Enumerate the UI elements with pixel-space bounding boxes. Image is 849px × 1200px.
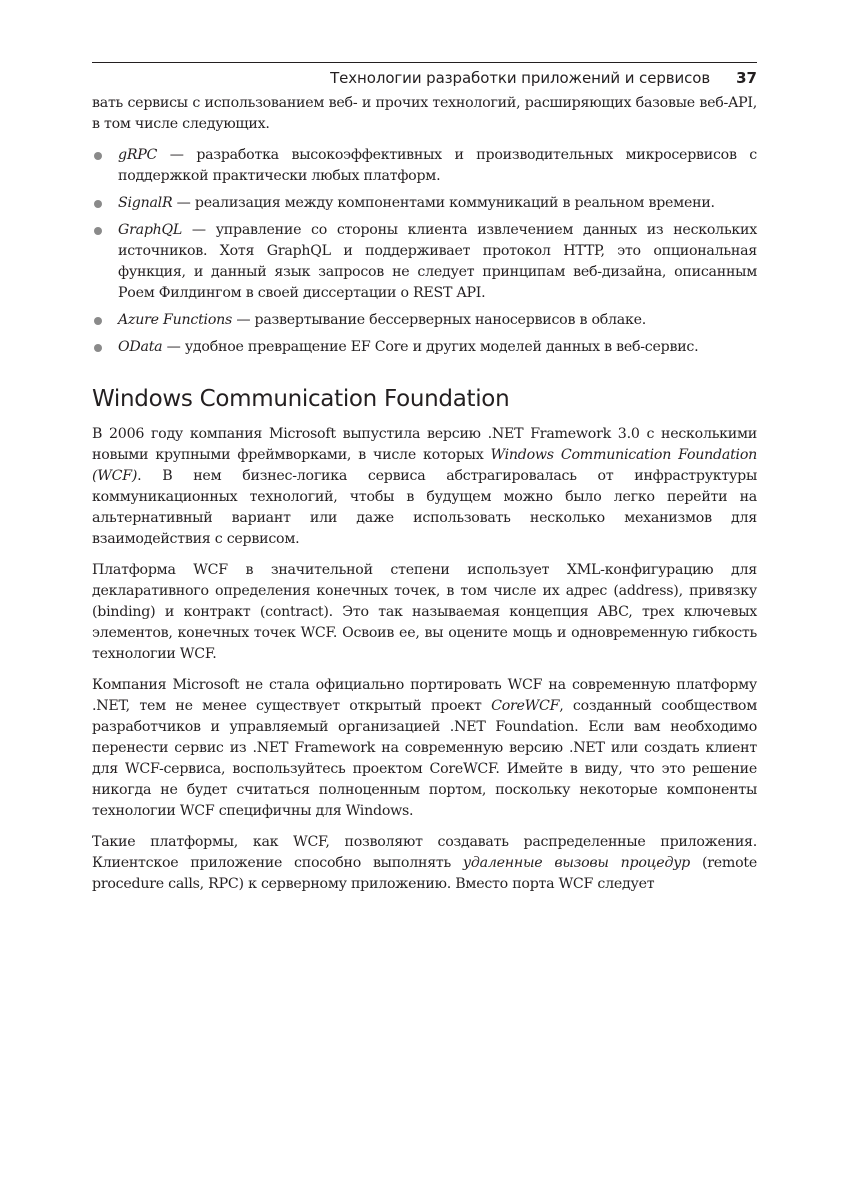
list-item (92, 145, 757, 187)
bullet-icon (94, 152, 102, 160)
bullet-icon (94, 344, 102, 352)
list-item (92, 220, 757, 304)
page-number: 37 (736, 69, 757, 87)
paragraph-text: , созданный сообществом разработчиков и управляемый организацией .NET Foundation. Если вам необходимо перенести сервис из .NET Framework на современную версию .NET или создать клиент для WCF-сервиса, воспользуйтесь проектом CoreWCF. Имейте в виду, что это решение никогда не будет считаться полноценным портом, поскольку некоторые компоненты технологии WCF специфичны для Windows. (92, 698, 757, 819)
paragraph-text: Компания Microsoft не стала официально портировать WCF на современную платформу .NET, тем не менее существует открытый проект (92, 677, 757, 714)
paragraph-text: В 2006 году компания Microsoft выпустила версию .NET Framework 3.0 с несколькими новыми крупными фреймворками, в числе которых (92, 426, 757, 463)
list-item (92, 310, 757, 331)
paragraph-corewcf (92, 675, 757, 822)
list-item-desc: — разработка высокоэффективных и производительных микросервисов с поддержкой практически любых платформ. (118, 147, 757, 184)
list-item-desc: — удобное превращение EF Core и других моделей данных в веб-сервис. (162, 339, 699, 355)
emphasis-term: удаленные вызовы процедур (462, 855, 691, 871)
list-item (92, 337, 757, 358)
list-item-term: SignalR (118, 195, 173, 211)
paragraph-text: Такие платформы, как WCF, позволяют создавать распределенные приложения. Клиентское приложение способно выполнять (92, 834, 757, 871)
bullet-icon (94, 200, 102, 208)
paragraph-text: (remote procedure calls, RPC) к серверному приложению. Вместо порта WCF следует (92, 855, 757, 892)
list-item-term: GraphQL (118, 222, 183, 238)
list-item-term: Azure Functions (118, 312, 233, 328)
list-item-desc: — реализация между компонентами коммуникаций в реальном времени. (172, 195, 715, 211)
paragraph-wcf-intro (92, 424, 757, 550)
book-page (92, 62, 757, 905)
paragraph-rpc (92, 832, 757, 895)
intro-paragraph: вать сервисы с использованием веб- и прочих технологий, расширяющих базовые веб-API, в том числе следующих. (92, 95, 757, 132)
paragraph-text: . В нем бизнес-логика сервиса абстрагировалась от инфраструктуры коммуникационных технологий, чтобы в будущем можно было легко перейти на альтернативный вариант или даже использовать несколько механизмов для взаимодействия с сервисом. (92, 468, 757, 547)
emphasis-term: CoreWCF (491, 698, 560, 714)
list-item-term: OData (118, 339, 163, 355)
paragraph-wcf-config: Платформа WCF в значительной степени использует XML-конфигурацию для декларативного определения конечных точек, в том числе их адрес (address), привязку (binding) и контракт (contract). Это так называемая концепция ABC, трех ключевых элементов, конечных точек WCF. Освоив ее, вы оцените мощь и одновременную гибкость технологии WCF. (92, 562, 757, 662)
running-title: Технологии разработки приложений и сервисов (330, 69, 711, 87)
section-title: Windows Communication Foundation (92, 386, 510, 412)
list-item-desc: — управление со стороны клиента извлечением данных из нескольких источников. Хотя GraphQL и поддерживает протокол HTTP, это опциональная функция, и данный язык запросов не следует принципам веб-дизайна, описанным Роем Филдингом в своей диссертации о REST API. (118, 222, 757, 301)
running-head (92, 69, 757, 93)
feature-list (92, 145, 757, 358)
bullet-icon (94, 227, 102, 235)
bullet-icon (94, 317, 102, 325)
header-rule (92, 62, 757, 63)
list-item-desc: — развертывание бессерверных наносервисов в облаке. (232, 312, 647, 328)
list-item-term: gRPC (118, 147, 158, 163)
emphasis-term: Windows Communication Foundation (WCF) (92, 447, 757, 484)
list-item (92, 193, 757, 214)
body-text (92, 93, 757, 895)
